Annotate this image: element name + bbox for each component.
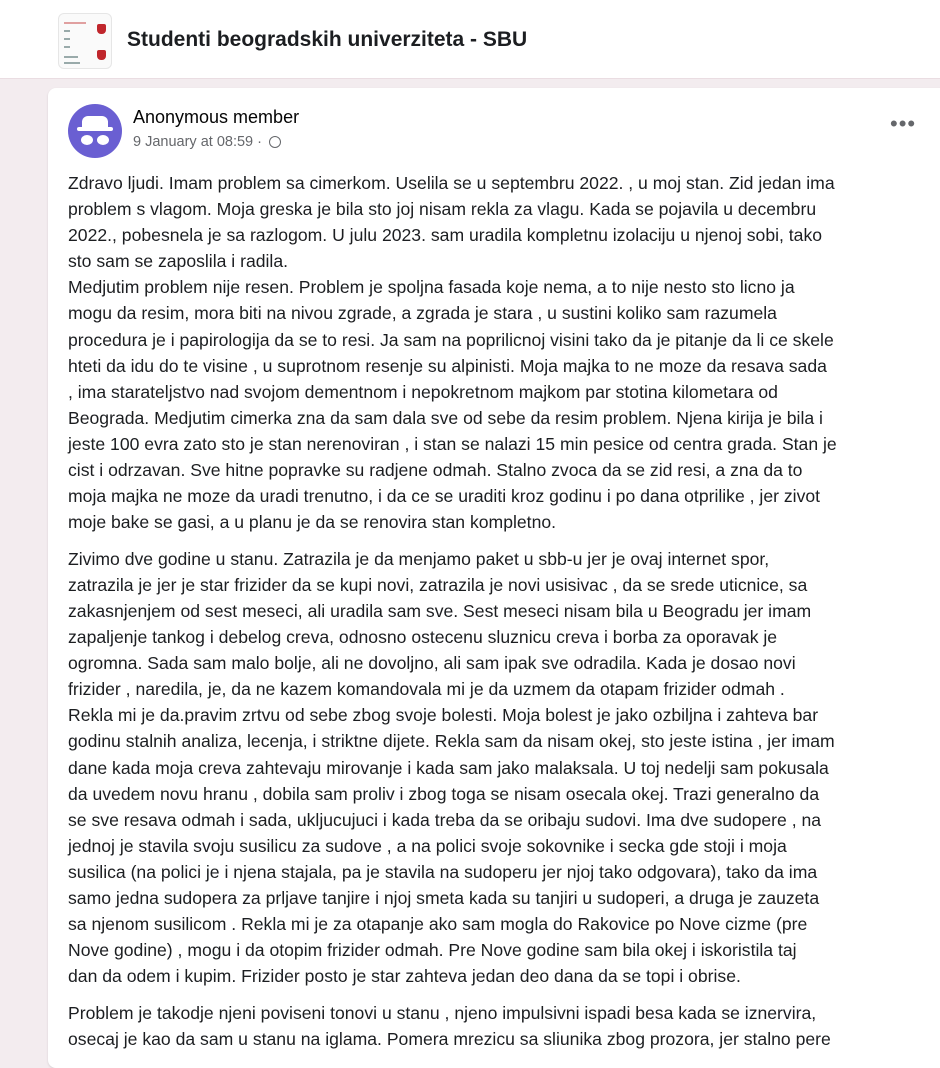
post-text-line: Nove godine) , mogu i da otopim frizider odmah. Pre Nove godine sam bila okej i iskoristila taj [68,940,797,961]
post-text-line: sa njenom susilicom . Rekla mi je za otapanje ako sam mogla do Rakovice po Nove cizme (pre [68,914,808,935]
post-text-line: Zivimo dve godine u stanu. Zatrazila je da menjamo paket u sbb-u jer je ovaj internet spor, [68,548,770,569]
post-text-line: , ima starateljstvo nad svojom dementnom i nepokretnom majkom par stotina kilometara od [68,381,778,402]
post-paragraph [68,546,940,990]
post-text-line: dane kada moja creva zahtevaju mirovanje i kada sam jako malaksala. U toj nedelji sam pokusala [68,757,829,778]
post-text-line: ogromna. Sada sam malo bolje, ali ne dovoljno, ali sam ipak sve odradila. Kada je dosao novi [68,653,796,674]
post-text-line: samo jedna sudopera za prljave tanjire i njoj smeta kada su tanjiri u sudoperi, a druga je zauzeta [68,888,820,909]
post-text-line: 2022., pobesnela je sa razlogom. U julu 2023. sam uradila kompletnu izolaciju u njenoj sobi, tako [68,225,823,246]
glasses-icon [81,135,93,145]
post-text-line: da uvedem novu hranu , dobila sam proliv i zbog toga se nisam osecala okej. Trazi generalno da [68,783,820,804]
post-text-line: jeste 100 evra zato sto je stan nerenoviran , i stan se nalazi 15 min pesice od centra grada. Stan je [68,433,837,454]
post-text-line: jednoj je stavila svoju susilicu za sudove , a na polici svoje sokovnike i secka gde stoji i moja [68,835,787,856]
post-text-line: se sve resava odmah i sada, ukljucujuci i kada treba da se oribaju sudovi. Ima dve sudopere , na [68,809,822,830]
post-meta [133,134,281,150]
post-text-line: mogu da resim, mora biti na nivou zgrade, a zgrada je stara , u sustini koliko sam razumela [68,303,777,324]
post-text-line: Problem je takodje njeni poviseni tonovi u stanu , njeno impulsivni ispadi besa kada se iznervira, [68,1002,817,1023]
group-header [0,0,940,79]
post-text-line: moje bake se gasi, a u planu je da se renovira stan kompletno. [68,512,557,533]
post-body [68,170,940,1063]
anonymous-avatar[interactable] [68,104,122,158]
post-text-line: zatrazila je jer je star frizider da se kupi novi, zatrazila je novi usisivac , da se srede uticnice, sa [68,574,808,595]
post-paragraph [68,170,940,535]
glasses-icon [97,135,109,145]
post-text-line: frizider , naredila, je, da ne kazem komandovala mi je da uzmem da otapam frizider odmah . [68,679,785,700]
post-timestamp[interactable]: 9 January at 08:59 [133,134,254,150]
post-text-line: Beograda. Medjutim cimerka zna da sam dala sve od sebe da resim problem. Njena kirija je bila i [68,407,823,428]
more-options-button[interactable]: ••• [890,111,917,136]
post-text-line: dan da odem i kupim. Frizider posto je star zahteva jedan deo dana da se topi i obrise. [68,966,741,987]
post-paragraph [68,1000,940,1052]
group-title[interactable]: Studenti beogradskih univerziteta - SBU [127,28,528,51]
post-text-line: hteti da idu do te visine , u suprotnom resenje su alpinisti. Moja majka to ne moze da resava sada [68,355,827,376]
globe-icon [269,136,281,148]
post-text-line: susilica (na polici je i njena stajala, pa je stavila na sudoperu jer njoj tako odgovara), tako da ima [68,861,818,882]
post-text-line: problem s vlagom. Moja greska je bila sto joj nisam rekla za vlagu. Kada se pojavila u decembru [68,199,817,220]
post-text-line: procedura je i papirologija da se to resi. Ja sam na poprilicnoj visini tako da je pitanje da li ce skele [68,329,834,350]
post-text-line: moja majka ne moze da uradi trenutno, i da ce se uraditi kroz godinu i po dana otprilike , jer zivot [68,486,821,507]
post-text-line: osecaj je kao da sam u stanu na iglama. Pomera mrezicu sa sliunika zbog prozora, jer stalno pere [68,1029,831,1049]
post-text-line: Rekla mi je da.pravim zrtvu od sebe zbog svoje bolesti. Moja bolest je jako ozbiljna i zahteva bar [68,705,819,726]
post-text-line: Medjutim problem nije resen. Problem je spoljna fasada koje nema, a to nije nesto sto licno ja [68,277,795,298]
post-text-line: Zdravo ljudi. Imam problem sa cimerkom. Uselila se u septembru 2022. , u moj stan. Zid jedan ima [68,173,835,193]
post-text-line: zapaljenje tankog i debelog creva, odnosno ostecenu sluznicu creva i borba za oporavak je [68,627,778,648]
post-text-line: zakasnjenjem od sest meseci, ali uradila sam sve. Sest meseci nisam bila u Beogradu jer imam [68,601,812,621]
hat-brim [77,127,113,131]
group-logo[interactable] [58,13,112,69]
post-text-line: sto sam se zaposlila i radila. [68,251,289,272]
post-text-line: godinu stalnih analiza, lecenja, i striktne dijete. Rekla sam da nisam okej, sto jeste istina , jer imam [68,731,835,752]
post-text-line: cist i odrzavan. Sve hitne popravke su radjene odmah. Stalno zvoca da se zid resi, a zna da to [68,460,803,481]
meta-separator: · [253,134,267,150]
post-author[interactable]: Anonymous member [133,107,300,127]
post-card [48,88,940,1068]
